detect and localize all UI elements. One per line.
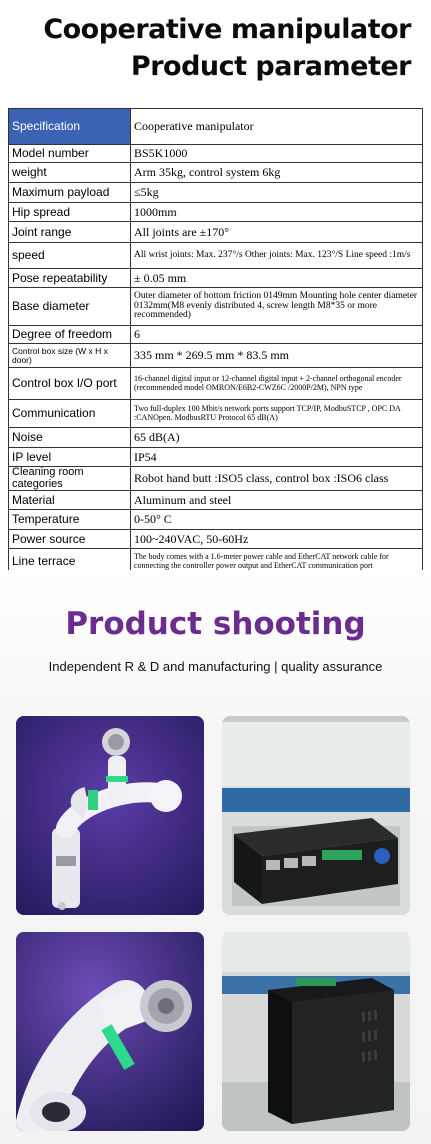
spec-value: IP54 (131, 448, 423, 467)
page-title-line-1: Cooperative manipulator (43, 14, 411, 45)
spec-value: All wrist joints: Max. 237°/s Other joints: Max. 123°/S Line speed :1m/s (131, 243, 423, 269)
spec-value: 65 dB(A) (131, 428, 423, 448)
spec-value: BS5K1000 (131, 145, 423, 163)
table-row (9, 222, 423, 243)
spec-key: Line terrace (9, 549, 131, 575)
control-box-side-photo (222, 932, 410, 1131)
spec-key: Model number (9, 145, 131, 163)
spec-value: 0-50° C (131, 510, 423, 530)
spec-value: 16-channel digital input or 12-channel digital input + 2-channel orthogonal encoder (recommended model OMRON/E6B2-CWZ6C /2000P/2M), NPN type (131, 368, 423, 400)
table-row (9, 203, 423, 222)
spec-key: Hip spread (9, 203, 131, 222)
table-row (9, 530, 423, 549)
table-row (9, 510, 423, 530)
table-row (9, 269, 423, 288)
table-row (9, 288, 423, 326)
spec-key: Maximum payload (9, 183, 131, 203)
spec-key: speed (9, 243, 131, 269)
spec-key: Temperature (9, 510, 131, 530)
spec-key: Material (9, 491, 131, 510)
spec-key: Control box I/O port (9, 368, 131, 400)
spec-key: Base diameter (9, 288, 131, 326)
table-row (9, 467, 423, 491)
table-row (9, 109, 423, 145)
table-row (9, 491, 423, 510)
spec-key: Control box size (W x H x door) (9, 344, 131, 368)
section-title: Product shooting (65, 606, 366, 642)
spec-value: The body comes with a 1.6-meter power cable and EtherCAT network cable for connecting the controller power output and EtherCAT communication port (131, 549, 423, 575)
spec-key: IP level (9, 448, 131, 467)
spec-value: 100~240VAC, 50-60Hz (131, 530, 423, 549)
table-row (9, 368, 423, 400)
spec-key: weight (9, 163, 131, 183)
spec-key: Joint range (9, 222, 131, 243)
spec-value: 6 (131, 326, 423, 344)
section-subtitle: Independent R & D and manufacturing | quality assurance (48, 659, 383, 674)
spec-key: Noise (9, 428, 131, 448)
spec-value: ≤5kg (131, 183, 423, 203)
page-header (0, 0, 431, 100)
spec-value: 1000mm (131, 203, 423, 222)
control-box-photo (222, 716, 410, 915)
table-row (9, 145, 423, 163)
table-row (9, 344, 423, 368)
spec-key: Pose repeatability (9, 269, 131, 288)
spec-value: Two full-duplex 100 Mbit/s network ports support TCP/IP, ModbuSTCP , OPC DA :CANOpen. ModbusRTU Protocol 65 dB(A) (131, 400, 423, 428)
table-row (9, 428, 423, 448)
page-title-line-2: Product parameter (130, 51, 411, 82)
spec-value: Cooperative manipulator (131, 109, 423, 145)
robot-arm-photo (16, 716, 204, 915)
spec-key: Specification (9, 109, 131, 145)
table-row (9, 448, 423, 467)
spec-value: All joints are ±170° (131, 222, 423, 243)
spec-value: Arm 35kg, control system 6kg (131, 163, 423, 183)
table-row (9, 243, 423, 269)
table-row (9, 163, 423, 183)
table-row (9, 326, 423, 344)
spec-key: Degree of freedom (9, 326, 131, 344)
table-row (9, 183, 423, 203)
spec-value: Robot hand butt :ISO5 class, control box :ISO6 class (131, 467, 423, 491)
table-row (9, 400, 423, 428)
spec-key: Communication (9, 400, 131, 428)
spec-key: Power source (9, 530, 131, 549)
spec-table (8, 108, 423, 575)
spec-value: Aluminum and steel (131, 491, 423, 510)
spec-key: Cleaning room categories (9, 467, 131, 491)
robot-joint-closeup-photo (16, 932, 204, 1131)
spec-value: Outer diameter of bottom friction 0149mm Mounting hole center diameter 0132mm(M8 evenly distributed 4, screw length M8*35 or more recommended) (131, 288, 423, 326)
spec-value: ± 0.05 mm (131, 269, 423, 288)
spec-value: 335 mm * 269.5 mm * 83.5 mm (131, 344, 423, 368)
